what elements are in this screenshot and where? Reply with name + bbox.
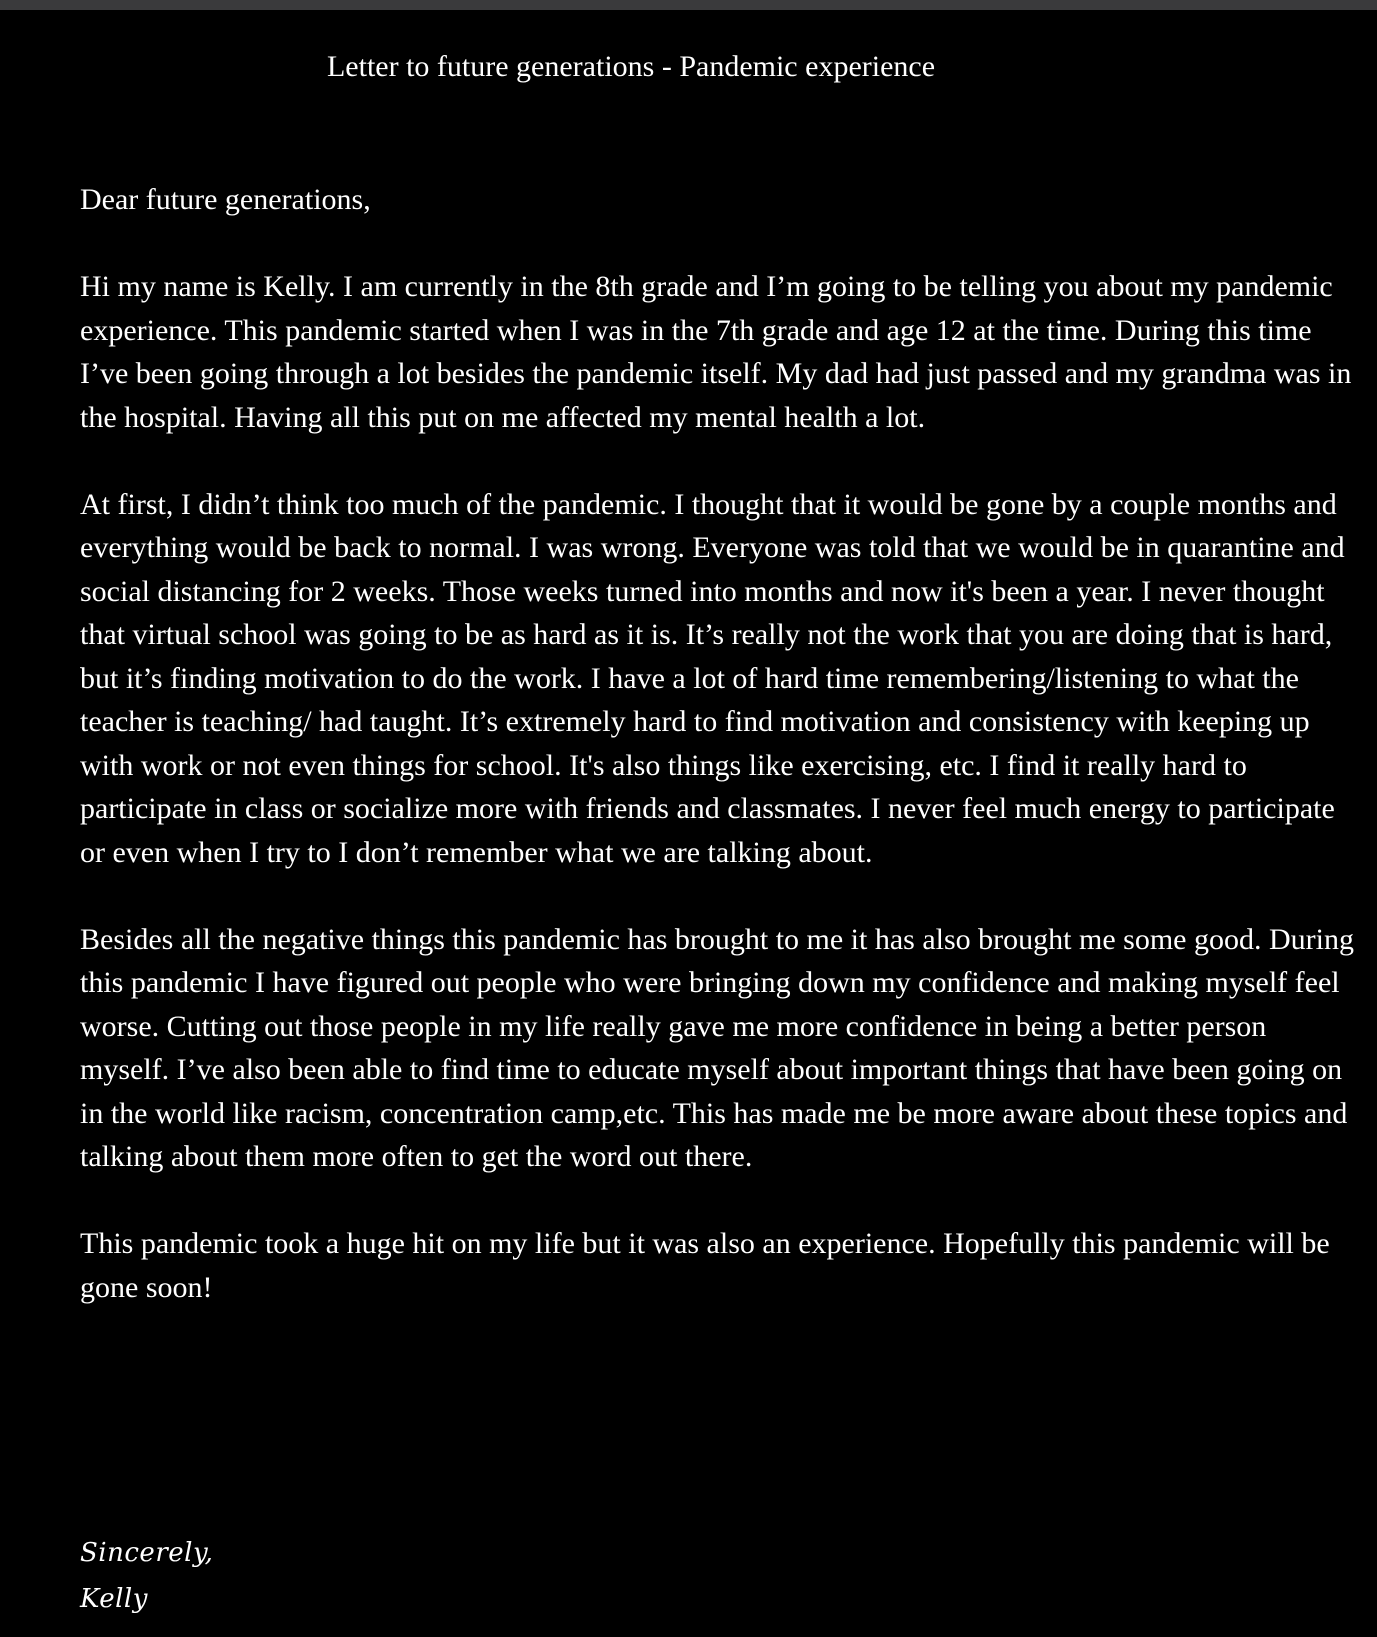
letter-paragraph-struggles: At first, I didn’t think too much of the pandemic. I thought that it would be gone by a couple months and everything would be back to normal. I was wrong. Everyone was told that we would be in quarantine and social distancing for 2 weeks. Those weeks turned into months and now it's been a year. I never thought that virtual school was going to be as hard as it is. It’s really not the work that you are doing that is hard, but it’s finding motivation to do the work. I have a lot of hard time remembering/listening to what the teacher is teaching/ had taught. It’s extremely hard to find motivation and consistency with keeping up with work or not even things for school. It's also things like exercising, etc. I find it really hard to participate in class or socialize more with friends and classmates. I never feel much energy to participate or even when I try to I don’t remember what we are talking about. bbox=[80, 487, 1345, 869]
letter-paragraph-conclusion: This pandemic took a huge hit on my life but it was also an experience. Hopefully this pandemic will be gone soon! bbox=[80, 1227, 1330, 1304]
letter-signature: Kelly bbox=[80, 1584, 148, 1614]
letter-title: Letter to future generations - Pandemic experience bbox=[326, 50, 936, 83]
window-top-bar bbox=[0, 0, 1377, 10]
letter-signoff bbox=[80, 1530, 480, 1622]
letter-paragraph-positives: Besides all the negative things this pandemic has brought to me it has also brought me some good. During this pandemic I have figured out people who were bringing down my confidence and making myself feel worse. Cutting out those people in my life really gave me more confidence in being a better person myself. I’ve also been able to find time to educate myself about important things that have been going on in the world like racism, concentration camp,etc. This has made me be more aware about these topics and talking about them more often to get the word out there. bbox=[80, 922, 1354, 1173]
letter-page bbox=[0, 10, 1377, 1637]
letter-closing: Sincerely, bbox=[80, 1538, 214, 1568]
letter-greeting: Dear future generations, bbox=[80, 183, 371, 216]
letter-body bbox=[80, 178, 1362, 1353]
letter-paragraph-intro: Hi my name is Kelly. I am currently in the 8th grade and I’m going to be telling you about my pandemic experience. This pandemic started when I was in the 7th grade and age 12 at the time. During this time I’ve been going through a lot besides the pandemic itself. My dad had just passed and my grandma was in the hospital. Having all this put on me affected my mental health a lot. bbox=[80, 270, 1352, 434]
